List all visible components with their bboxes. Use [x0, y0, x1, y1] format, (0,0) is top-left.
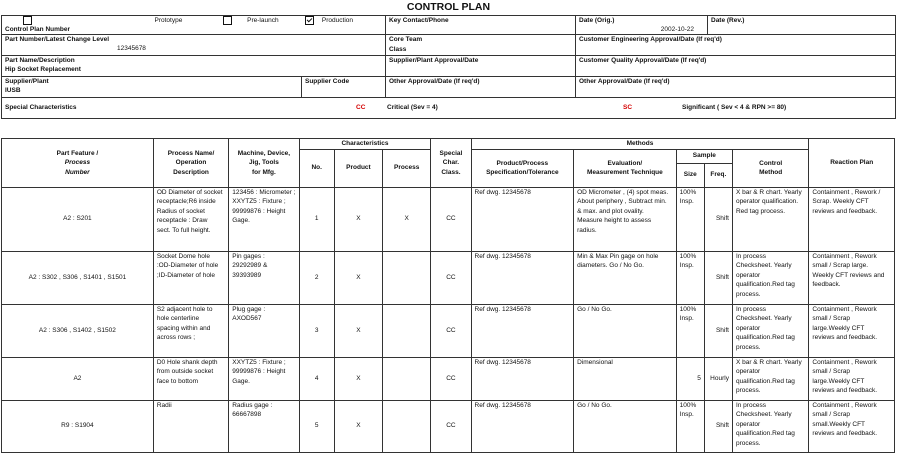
reaction-plan-cell[interactable] — [809, 357, 895, 400]
special-char-cell[interactable]: CC — [431, 304, 471, 357]
reaction-plan-cell-line: Containment , Rework — [812, 401, 877, 409]
char-process-cell[interactable] — [383, 251, 431, 304]
reaction-plan-cell[interactable] — [809, 400, 895, 452]
process-name-cell-line: Radii — [156, 401, 172, 409]
sc-description: Significant ( Sev < 4 & RPN >= 80) — [682, 104, 787, 112]
sample-size-cell-line: 5 — [697, 374, 701, 382]
evaluation-cell[interactable] — [574, 304, 677, 357]
col-freq: Freq. — [704, 163, 732, 187]
part-number-label: Part Number/Latest Change Level — [5, 36, 110, 44]
part-name-cell — [2, 56, 386, 77]
sample-size-cell-line: Insp. — [679, 411, 694, 418]
reaction-plan-cell-line: reviews and feedback. — [812, 430, 878, 437]
char-product-cell[interactable]: X — [334, 251, 382, 304]
control-method-cell-line: qualification.Red tag — [735, 334, 795, 341]
char-process-cell[interactable] — [383, 304, 431, 357]
control-method-cell-line: In process — [735, 401, 766, 409]
process-name-cell-line: spacing within and — [156, 324, 211, 332]
process-name-cell-line: OD Diameter of socket — [156, 188, 223, 196]
process-name-cell[interactable] — [153, 251, 228, 304]
evaluation-cell-line: diameters. Go / No Go. — [577, 262, 644, 269]
col-process-name: Process Name/ Operation Description — [153, 139, 228, 188]
reaction-plan-cell-line: small / Scrap large. — [812, 262, 869, 269]
machine-cell-line: 39393989 — [232, 271, 262, 279]
evaluation-cell-line: OD Micrometer , (4) spot meas. — [577, 188, 669, 196]
control-plan-number-label: Control Plan Number — [2, 25, 386, 35]
special-char-cell[interactable]: CC — [431, 251, 471, 304]
machine-cell-line: Radius gage : — [232, 401, 273, 409]
sample-freq-cell[interactable]: Shift — [704, 187, 732, 251]
spec-cell[interactable]: Ref dwg. 12345678 — [471, 357, 574, 400]
reaction-plan-cell-line: Containment , Rework — [812, 252, 877, 260]
col-machine: Machine, Device, Jig, Tools for Mfg. — [229, 139, 299, 188]
col-product: Product — [334, 149, 382, 187]
process-name-cell[interactable] — [153, 357, 228, 400]
char-product-cell[interactable]: X — [334, 304, 382, 357]
machine-cell-line: 66667898 — [232, 411, 262, 418]
process-name-cell-line: Socket Dome hole — [156, 252, 210, 260]
sample-size-cell[interactable] — [676, 304, 704, 357]
prototype-checkbox[interactable] — [23, 16, 32, 25]
col-special-char: Special Char. Class. — [431, 139, 471, 188]
control-method-cell[interactable] — [732, 400, 808, 452]
control-plan-table — [1, 138, 895, 453]
class-label: Class — [386, 45, 576, 56]
process-name-cell-line: face to bottom — [156, 377, 199, 385]
sample-size-cell-line: 100% — [679, 401, 697, 409]
supplier-plant-value[interactable]: IUSB — [5, 87, 21, 95]
col-methods: Methods — [471, 139, 809, 150]
table-row — [2, 357, 895, 400]
char-no-cell[interactable]: 4 — [299, 357, 334, 400]
control-method-cell-line: process. — [735, 290, 761, 298]
sample-freq-cell[interactable]: Hourly — [704, 357, 732, 400]
control-method-cell-line: Checksheet. Yearly — [735, 411, 792, 418]
control-method-cell-line: qualification.Red tag — [735, 430, 795, 437]
reaction-plan-cell-line: Containment , Rework — [812, 305, 877, 313]
col-control-method: Control Method — [732, 149, 808, 187]
col-spec: Product/Process Specification/Tolerance — [471, 149, 574, 187]
evaluation-cell-line: Measure height to assess — [577, 217, 652, 224]
reaction-plan-cell[interactable] — [809, 304, 895, 357]
core-team-label: Core Team — [386, 35, 576, 46]
control-method-cell-line: Red tag process. — [735, 207, 786, 215]
part-feature-cell[interactable]: A2 : S201 — [2, 187, 154, 251]
process-name-cell-line: D0 Hole shank depth — [156, 358, 218, 366]
process-name-cell-line: Radius of socket — [156, 207, 205, 215]
evaluation-cell-line: & max. and plot ovality. — [577, 207, 644, 215]
reaction-plan-cell-line: small / Scrap — [812, 315, 850, 322]
header-table — [1, 15, 896, 119]
sc-code: SC — [623, 104, 633, 112]
page-title: CONTROL PLAN — [406, 1, 491, 13]
evaluation-cell-line: About periphery , Subtract min. — [577, 198, 667, 205]
evaluation-cell[interactable] — [574, 357, 677, 400]
machine-cell-line: 99999876 : Height — [232, 368, 286, 375]
control-method-cell-line: operator — [735, 368, 761, 375]
char-no-cell[interactable]: 5 — [299, 400, 334, 452]
supplier-plant-approval-label: Supplier/Plant Approval/Date — [386, 56, 576, 77]
prototype-checkbox-cell — [2, 16, 152, 26]
col-no: No. — [299, 149, 334, 187]
sample-size-cell-line: 100% — [679, 305, 697, 313]
control-method-cell-line: operator — [735, 271, 761, 279]
process-name-cell-line: from outside socket — [156, 368, 214, 375]
col-characteristics: Characteristics — [299, 139, 431, 150]
part-feature-cell[interactable]: A2 — [2, 357, 154, 400]
char-process-cell[interactable] — [383, 400, 431, 452]
sample-size-cell[interactable] — [676, 357, 704, 400]
process-name-cell-line: across rows ; — [156, 334, 196, 341]
part-number-cell — [2, 35, 386, 56]
special-characteristics-label: Special Characteristics — [5, 104, 77, 112]
sample-freq-cell[interactable]: Shift — [704, 400, 732, 452]
control-method-cell-line: process. — [735, 439, 761, 447]
evaluation-cell-line: Go / No Go. — [577, 401, 612, 409]
char-process-cell[interactable]: X — [383, 187, 431, 251]
other-approval-1-label: Other Approval/Date (If req'd) — [386, 77, 576, 98]
reaction-plan-cell-line: small.Weekly CFT — [812, 420, 866, 428]
evaluation-cell-line: Go / No Go. — [577, 305, 612, 313]
part-feature-cell[interactable]: A2 : S306 , S1402 , S1502 — [2, 304, 154, 357]
supplier-plant-cell — [2, 77, 302, 98]
part-feature-cell[interactable]: A2 : S302 , S306 , S1401 , S1501 — [2, 251, 154, 304]
supplier-code-label: Supplier Code — [302, 77, 386, 98]
machine-cell[interactable] — [229, 400, 299, 452]
control-method-cell-line: X bar & R chart. Yearly — [735, 358, 802, 366]
col-evaluation: Evaluation/ Measurement Technique — [574, 149, 677, 187]
date-rev-label: Date (Rev.) — [708, 16, 896, 35]
machine-cell-line: AXOD567 — [232, 315, 262, 322]
cc-code: CC — [356, 104, 366, 112]
char-no-cell[interactable]: 1 — [299, 187, 334, 251]
machine-cell-line: XXYTZ5 : Fixture ; — [232, 358, 286, 366]
machine-cell-line: 123456 : Micrometer ; — [232, 188, 296, 196]
machine-cell-line: 99999876 : Height — [232, 207, 286, 215]
process-name-cell-line: receptacle;R6 inside — [156, 198, 216, 205]
machine-cell-line: Gage. — [232, 217, 250, 224]
cc-description: Critical (Sev = 4) — [387, 104, 438, 112]
process-name-cell-line: receptacle : Draw — [156, 217, 208, 224]
reaction-plan-cell-line: small / Scrap — [812, 411, 850, 418]
process-name-cell-line: S2 adjacent hole to — [156, 305, 213, 313]
char-no-cell[interactable]: 3 — [299, 304, 334, 357]
machine-cell-line: Gage. — [232, 377, 250, 385]
spec-cell[interactable]: Ref dwg. 12345678 — [471, 187, 574, 251]
special-characteristics-row — [2, 98, 896, 119]
date-orig-cell — [576, 16, 708, 35]
sample-size-cell-line: Insp. — [679, 198, 694, 205]
prelaunch-checkbox[interactable] — [223, 16, 232, 25]
machine-cell-line: Plug gage : — [232, 305, 266, 313]
char-product-cell[interactable]: X — [334, 187, 382, 251]
reaction-plan-cell-line: reviews and feedback. — [812, 334, 878, 341]
special-char-cell[interactable]: CC — [431, 357, 471, 400]
spec-cell[interactable]: Ref dwg. 12345678 — [471, 400, 574, 452]
control-method-cell[interactable] — [732, 187, 808, 251]
part-name-value[interactable]: Hip Socket Replacement — [5, 66, 81, 74]
table-row — [2, 187, 895, 251]
reaction-plan-cell-line: Containment , Rework / — [812, 188, 881, 196]
process-name-cell-line: hole centerline — [156, 315, 200, 322]
machine-cell[interactable] — [229, 187, 299, 251]
evaluation-cell-line: radius. — [577, 226, 597, 234]
sample-size-cell[interactable] — [676, 187, 704, 251]
table-row — [2, 304, 895, 357]
evaluation-cell[interactable] — [574, 400, 677, 452]
prelaunch-label: Pre-launch — [247, 17, 279, 25]
control-method-cell-line: In process — [735, 252, 766, 260]
table-row — [2, 251, 895, 304]
reaction-plan-cell-line: reviews and feedback. — [812, 207, 878, 215]
char-product-cell[interactable]: X — [334, 400, 382, 452]
sample-size-cell-line: Insp. — [679, 315, 694, 322]
control-method-cell-line: operator — [735, 324, 761, 332]
reaction-plan-cell[interactable] — [809, 187, 895, 251]
control-method-cell-line: Checksheet. Yearly — [735, 315, 792, 322]
spec-cell[interactable]: Ref dwg. 12345678 — [471, 251, 574, 304]
evaluation-cell-line: Min & Max Pin gage on hole — [577, 252, 659, 260]
machine-cell-line: Pin gages : — [232, 252, 265, 260]
col-process: Process — [383, 149, 431, 187]
evaluation-cell-line: Dimensional — [577, 358, 613, 366]
reaction-plan-cell[interactable] — [809, 251, 895, 304]
part-name-label: Part Name/Description — [5, 57, 75, 65]
reaction-plan-cell-line: small / Scrap — [812, 368, 850, 375]
cust-quality-approval-label: Customer Quality Approval/Date (If req'd) — [576, 56, 896, 77]
production-checkbox[interactable] — [305, 16, 314, 25]
machine-cell[interactable] — [229, 304, 299, 357]
prototype-label: Prototype — [152, 16, 220, 26]
control-method-cell-line: operator — [735, 420, 761, 428]
control-method-cell-line: In process — [735, 305, 766, 313]
part-number-value[interactable]: 12345678 — [117, 45, 146, 53]
evaluation-cell[interactable] — [574, 251, 677, 304]
part-feature-cell[interactable]: R9 : S1904 — [2, 400, 154, 452]
production-cell — [302, 16, 386, 26]
reaction-plan-cell-line: Scrap. Weekly CFT — [812, 198, 869, 205]
col-part-feature: Part Feature / Process Number — [2, 139, 154, 188]
control-method-cell-line: process. — [735, 343, 761, 351]
sample-size-cell-line: 100% — [679, 188, 697, 196]
production-label: Production — [321, 17, 353, 25]
special-char-cell[interactable]: CC — [431, 400, 471, 452]
char-no-cell[interactable]: 2 — [299, 251, 334, 304]
process-name-cell-line: ;ID-Diameter of hole — [156, 271, 215, 279]
table-row — [2, 400, 895, 452]
sample-size-cell-line: 100% — [679, 252, 697, 260]
control-method-cell[interactable] — [732, 357, 808, 400]
control-method-cell-line: X bar & R chart. Yearly — [735, 188, 802, 196]
reaction-plan-cell-line: Weekly CFT reviews and — [812, 271, 885, 279]
reaction-plan-cell-line: reviews and feedback. — [812, 387, 878, 394]
col-reaction-plan: Reaction Plan — [809, 139, 895, 188]
cust-eng-approval-label: Customer Engineering Approval/Date (If req'd) — [576, 35, 896, 56]
special-char-cell[interactable]: CC — [431, 187, 471, 251]
date-orig-label: Date (Orig.) — [579, 17, 615, 24]
date-orig-value[interactable]: 2002-10-22 — [660, 26, 694, 33]
control-method-cell-line: operator qualification. — [735, 198, 799, 205]
machine-cell[interactable] — [229, 251, 299, 304]
char-product-cell[interactable]: X — [334, 357, 382, 400]
control-method-cell[interactable] — [732, 251, 808, 304]
sample-size-cell[interactable] — [676, 251, 704, 304]
spec-cell[interactable]: Ref dwg. 12345678 — [471, 304, 574, 357]
reaction-plan-cell-line: feedback. — [812, 281, 841, 288]
process-name-cell[interactable] — [153, 187, 228, 251]
control-method-cell-line: qualification.Red tag — [735, 377, 795, 385]
process-name-cell-line: :OD-Diameter of hole — [156, 262, 219, 269]
process-name-cell[interactable] — [153, 304, 228, 357]
char-process-cell[interactable] — [383, 357, 431, 400]
sample-size-cell[interactable] — [676, 400, 704, 452]
control-method-cell[interactable] — [732, 304, 808, 357]
process-name-cell[interactable] — [153, 400, 228, 452]
process-name-cell-line: sect. To full height. — [156, 226, 211, 234]
sample-freq-cell[interactable]: Shift — [704, 304, 732, 357]
machine-cell[interactable] — [229, 357, 299, 400]
machine-cell-line: 29292989 & — [232, 262, 268, 269]
control-method-cell-line: process. — [735, 387, 761, 394]
control-method-cell-line: qualification.Red tag — [735, 281, 795, 288]
sample-freq-cell[interactable]: Shift — [704, 251, 732, 304]
supplier-plant-label: Supplier/Plant — [5, 78, 49, 86]
control-method-cell-line: Checksheet. Yearly — [735, 262, 792, 269]
reaction-plan-cell-line: large.Weekly CFT — [812, 324, 865, 332]
prelaunch-cell — [220, 16, 302, 26]
reaction-plan-cell-line: Containment , Rework — [812, 358, 877, 366]
machine-cell-line: XXYTZ5 : Fixture ; — [232, 198, 286, 205]
other-approval-2-label: Other Approval/Date (If req'd) — [576, 77, 896, 98]
key-contact-label: Key Contact/Phone — [386, 16, 576, 35]
col-size: Size — [676, 163, 704, 187]
col-sample: Sample — [676, 149, 732, 163]
reaction-plan-cell-line: large.Weekly CFT — [812, 377, 865, 385]
evaluation-cell[interactable] — [574, 187, 677, 251]
sample-size-cell-line: Insp. — [679, 262, 694, 269]
